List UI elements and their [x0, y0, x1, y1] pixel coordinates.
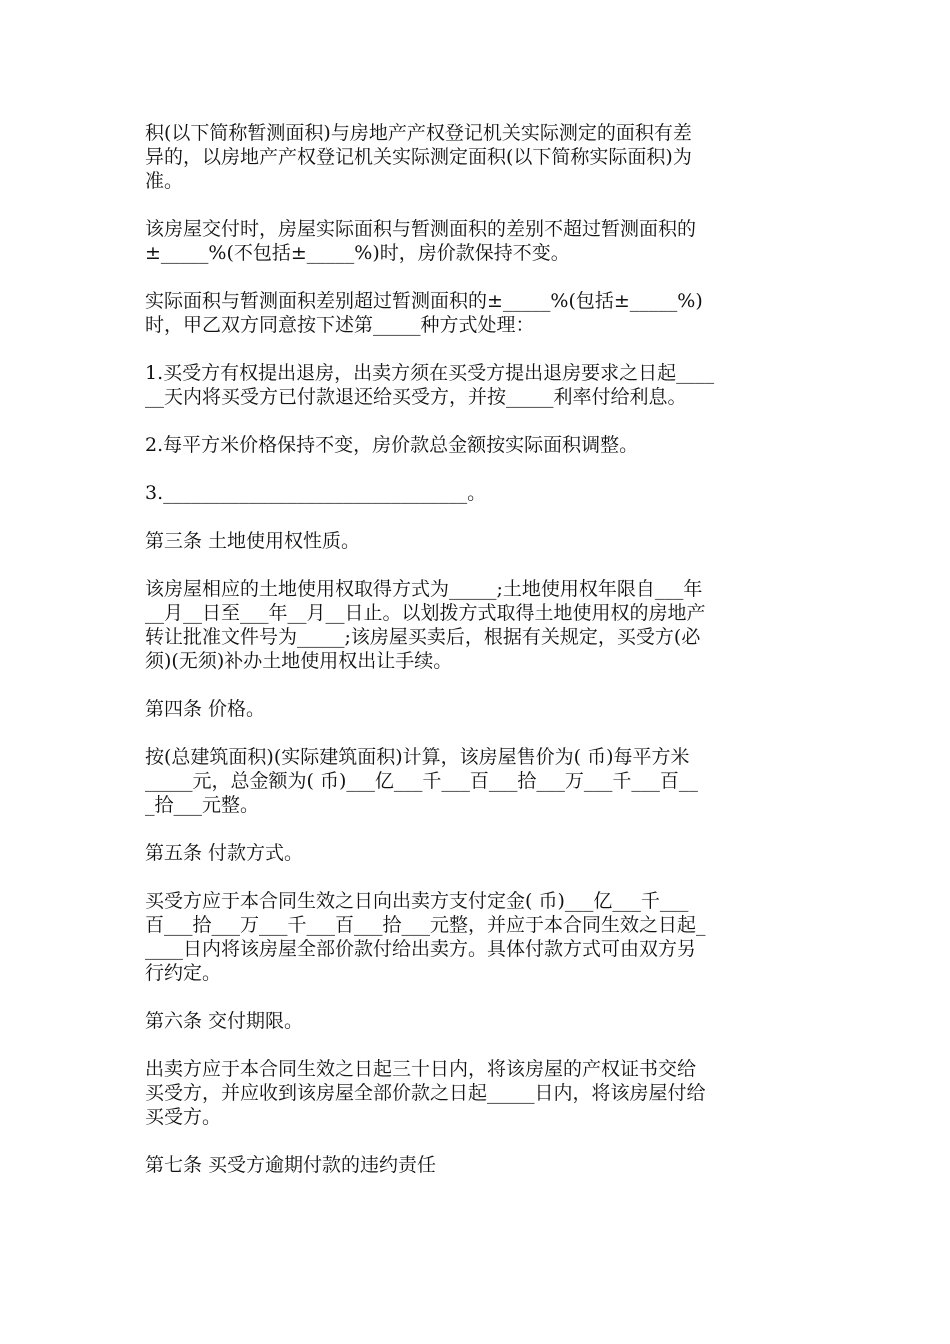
article-4-heading: [145, 697, 807, 721]
text-line: 2.每平方米价格保持不变，房价款总金额按实际面积调整。: [145, 434, 639, 456]
text-line: 买受方，并应收到该房屋全部价款之日起_____日内，将该房屋付给: [145, 1082, 706, 1104]
text-line: 百___拾___万___千___百___拾___元整，并应于本合同生效之日起_: [145, 914, 706, 936]
paragraph-area-difference: [145, 289, 807, 337]
text-line: 准。: [145, 170, 184, 192]
text-line: ____日内将该房屋全部价款付给出卖方。具体付款方式可由双方另: [145, 938, 697, 960]
section-heading: 第七条 买受方逾期付款的违约责任: [145, 1154, 437, 1176]
text-line: 1.买受方有权提出退房，出卖方须在买受方提出退房要求之日起____: [145, 362, 715, 384]
paragraph-option-2: [145, 433, 807, 457]
paragraph-area-measurement: [145, 121, 807, 193]
text-line: 异的，以房地产产权登记机关实际测定面积(以下简称实际面积)为: [145, 146, 692, 168]
text-line: 买受方。: [145, 1106, 222, 1128]
text-line: 须)(无须)补办土地使用权出让手续。: [145, 650, 453, 672]
text-line: ±_____%(不包括±_____%)时，房价款保持不变。: [145, 242, 570, 264]
article-6-heading: [145, 1009, 807, 1033]
paragraph-option-3: [145, 481, 807, 505]
section-heading: 第五条 付款方式。: [145, 842, 304, 864]
paragraph-land-use: [145, 577, 807, 673]
text-line: 时，甲乙双方同意按下述第_____种方式处理：: [145, 314, 535, 336]
document-page: [145, 121, 807, 1201]
paragraph-delivery: [145, 1057, 807, 1129]
section-heading: 第三条 土地使用权性质。: [145, 530, 361, 552]
article-5-heading: [145, 841, 807, 865]
text-line: 买受方应于本合同生效之日向出卖方支付定金( 币)___亿___千___: [145, 890, 689, 912]
paragraph-payment: [145, 889, 807, 985]
paragraph-area-tolerance: [145, 217, 807, 265]
text-line: _拾___元整。: [145, 794, 260, 816]
text-line: 3.________________________________。: [145, 482, 487, 504]
text-line: 该房屋相应的土地使用权取得方式为_____;土地使用权年限自___年: [145, 578, 703, 600]
text-line: 行约定。: [145, 962, 222, 984]
text-line: _____元，总金额为( 币)___亿___千___百___拾___万___千___百__: [145, 770, 698, 792]
text-line: __月__日至___年__月__日止。以划拨方式取得土地使用权的房地产: [145, 602, 706, 624]
text-line: 按(总建筑面积)(实际建筑面积)计算，该房屋售价为( 币)每平方米: [145, 746, 690, 768]
text-line: 积(以下简称暂测面积)与房地产产权登记机关实际测定的面积有差: [145, 122, 692, 144]
article-3-heading: [145, 529, 807, 553]
text-line: 实际面积与暂测面积差别超过暂测面积的±_____%(包括±_____%): [145, 290, 703, 312]
text-line: 该房屋交付时，房屋实际面积与暂测面积的差别不超过暂测面积的: [145, 218, 697, 240]
text-line: 出卖方应于本合同生效之日起三十日内，将该房屋的产权证书交给: [145, 1058, 697, 1080]
text-line: 转让批准文件号为_____;该房屋买卖后，根据有关规定，买受方(必: [145, 626, 701, 648]
section-heading: 第四条 价格。: [145, 698, 266, 720]
section-heading: 第六条 交付期限。: [145, 1010, 304, 1032]
paragraph-option-1: [145, 361, 807, 409]
article-7-heading: [145, 1153, 807, 1177]
text-line: __天内将买受方已付款退还给买受方，并按_____利率付给利息。: [145, 386, 687, 408]
paragraph-price: [145, 745, 807, 817]
